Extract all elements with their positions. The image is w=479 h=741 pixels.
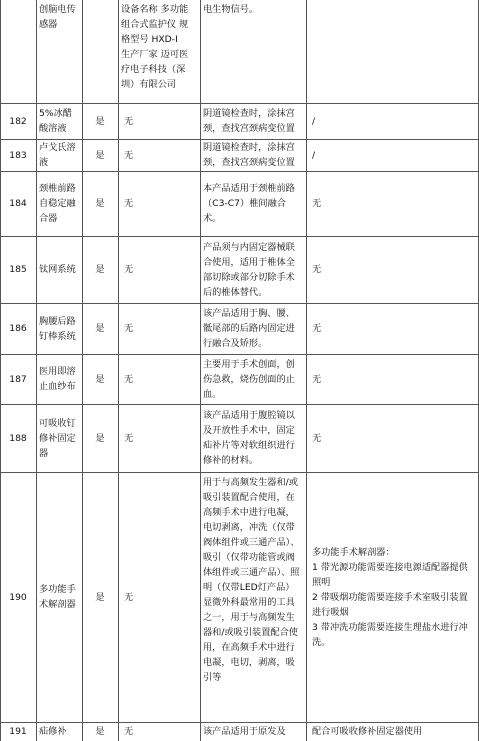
row-183-no: 183 xyxy=(9,149,27,161)
grid-hline xyxy=(0,404,479,405)
row-0-remark xyxy=(306,0,479,103)
row-191-remark: 配合可吸收修补固定器使用 xyxy=(312,726,423,737)
row-0-name: 创脑电传感器 xyxy=(39,4,76,30)
row-185-remark: 无 xyxy=(312,264,322,275)
grid-vline xyxy=(306,0,307,741)
row-187-ce: 是 xyxy=(95,373,105,385)
row-184-name: 颈椎前路自稳定融合器 xyxy=(39,183,76,224)
grid-hline xyxy=(0,171,479,172)
grid-hline xyxy=(0,103,479,104)
params-line-1: 设备名称 多功能组合式监护仪 规格型号 HXD-I xyxy=(121,4,189,45)
row-188-sub: 无 xyxy=(124,432,134,444)
grid-hline xyxy=(0,354,479,355)
row-0-no xyxy=(0,0,36,103)
grid-vline xyxy=(118,0,119,741)
row-187-sub: 无 xyxy=(124,373,134,385)
row-184-ce: 是 xyxy=(95,198,105,209)
params-line-2: 生产厂家 迈可医疗电子科技（深圳）有限公司 xyxy=(121,49,189,90)
row-184-desc: 本产品适用于颈椎前路（C3-C7）椎间融合术。 xyxy=(203,183,295,224)
row-187-desc: 主要用于手术创面，创伤急救，烧伤创面的止血。 xyxy=(203,358,295,400)
row-191-name: 疝修补 xyxy=(39,726,67,737)
row-188-ce: 是 xyxy=(95,432,105,444)
row-190-no: 190 xyxy=(9,591,27,603)
row-186-no: 186 xyxy=(9,323,27,334)
row-182-no: 182 xyxy=(9,115,27,127)
row-190-name: 多功能手术解剖器 xyxy=(39,584,76,610)
grid-hline xyxy=(0,472,479,473)
row-186-name: 胸腰后路钉棒系统 xyxy=(39,315,76,342)
row-185-ce: 是 xyxy=(95,264,105,275)
row-188-desc: 该产品适用于腹腔镜以及开放性手术中，固定疝补片等对软组织进行修补的材料。 xyxy=(203,410,295,466)
row-183-remark: / xyxy=(312,149,316,161)
grid-vline xyxy=(36,0,37,741)
row-190-desc: 用于与高频发生器和/或吸引装置配合使用，在高频手术中进行电凝，电切剥离，冲洗（仅带阀体组件或三通产品）、吸引（仅带功能管或阀体组件或三通产品）、照明（仅带LED灯产品） 显微外科最常用的工具之一，用于与高频发生器和/或吸引装置配合使用，在高频手术中进行电凝，电切，剥离，吸引等 xyxy=(203,477,300,683)
grid-hline xyxy=(0,139,479,140)
row-191-no: 191 xyxy=(9,726,27,737)
row-0-desc: 电生物信号。 xyxy=(203,4,259,15)
row-186-sub: 无 xyxy=(124,323,134,334)
row-182-ce: 是 xyxy=(95,115,105,127)
row-183-name: 卢戈氏溶液 xyxy=(39,142,76,168)
row-182-sub: 无 xyxy=(124,115,134,127)
row-182-name: 5%冰醋酸溶液 xyxy=(39,108,72,134)
row-186-desc: 该产品适用于胸、腰、骶尾部的后路内固定进行融合及矫形。 xyxy=(203,308,295,349)
row-191-desc: 该产品适用于原发及 xyxy=(203,726,286,737)
row-184-no: 184 xyxy=(9,198,27,209)
row-188-name: 可吸收钉修补固定器 xyxy=(39,417,76,459)
row-184-sub: 无 xyxy=(124,198,134,209)
row-185-desc: 产品须与内固定器械联合使用，适用于椎体全部切除或部分切除手术后的椎体替代。 xyxy=(203,241,295,298)
row-183-sub: 无 xyxy=(124,149,134,161)
row-0-ce xyxy=(82,0,118,103)
row-185-name: 钛网系统 xyxy=(39,264,76,275)
row-182-desc: 阴道镜检查时，涂抹宫颈，查找宫颈病变位置 xyxy=(203,108,295,134)
row-187-no: 187 xyxy=(9,373,27,385)
grid-vline xyxy=(82,0,83,741)
row-185-sub: 无 xyxy=(124,264,134,275)
grid-hline xyxy=(0,303,479,304)
row-184-remark: 无 xyxy=(312,198,322,209)
row-191-ce: 是 xyxy=(95,726,105,737)
row-182-remark: / xyxy=(312,115,316,127)
grid-vline xyxy=(200,0,201,741)
row-183-desc: 阴道镜检查时，涂抹宫颈，查找宫颈病变位置 xyxy=(203,142,295,168)
row-183-ce: 是 xyxy=(95,149,105,161)
grid-hline xyxy=(0,722,479,723)
row-188-no: 188 xyxy=(9,432,27,444)
row-187-remark: 无 xyxy=(312,373,322,385)
row-186-ce: 是 xyxy=(95,323,105,334)
row-191-sub: 无 xyxy=(124,726,134,737)
row-190-ce: 是 xyxy=(95,591,105,603)
row-187-name: 医用即溶止血纱布 xyxy=(39,366,76,392)
grid-hline xyxy=(0,236,479,237)
row-185-no: 185 xyxy=(9,264,27,275)
row-186-remark: 无 xyxy=(312,323,322,334)
row-190-sub: 无 xyxy=(124,591,134,603)
row-188-remark: 无 xyxy=(312,432,322,444)
row-0-params xyxy=(118,0,200,103)
grid-vline xyxy=(0,0,1,741)
row-190-remark: 多功能手术解剖器： 1 带光源功能需要连接电源适配器提供照明 2 带吸烟功能需要连接手术室吸引装置进行吸烟 3 带冲洗功能需要连接生理盐水进行冲洗。 xyxy=(312,546,468,648)
